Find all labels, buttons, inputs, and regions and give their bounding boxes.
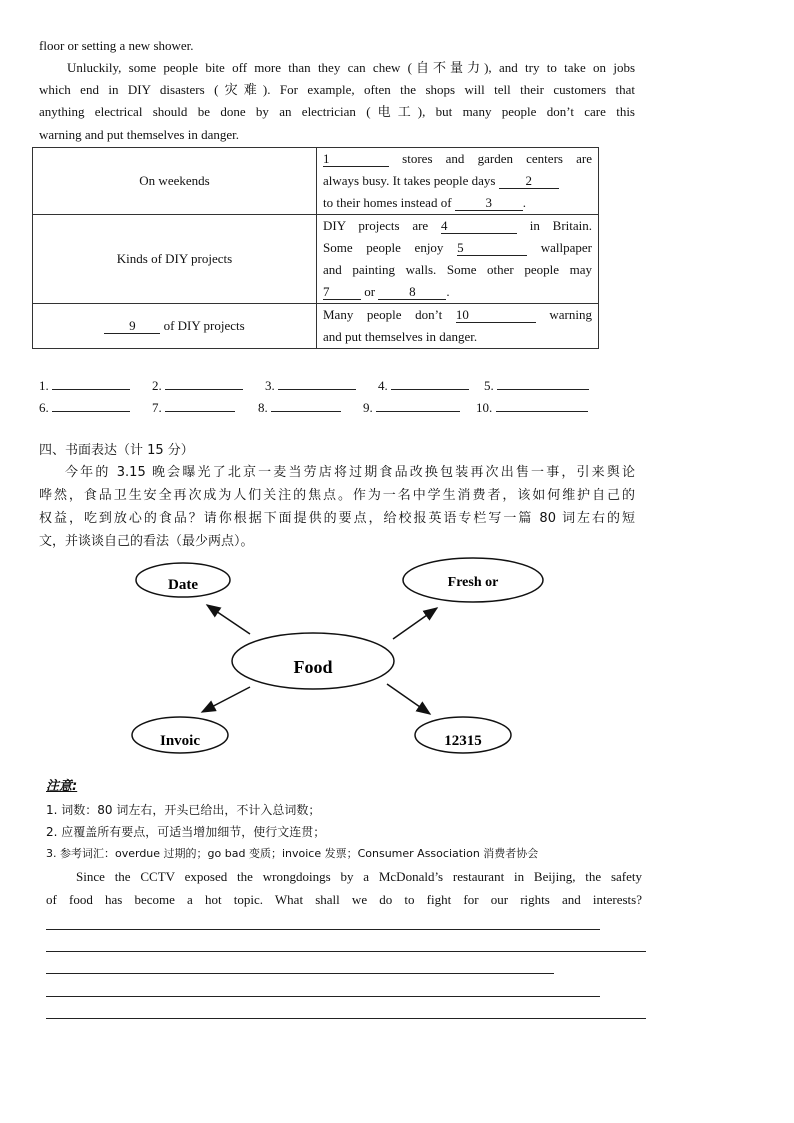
writing-line-3[interactable] bbox=[46, 973, 554, 974]
arrow-to-invoice bbox=[202, 687, 250, 712]
arrow-to-date bbox=[207, 605, 250, 634]
arrow-to-fresh bbox=[393, 608, 437, 639]
passage-line-3: anything electrical should be done by an electrician (电工), but many people don’t care this bbox=[39, 104, 635, 119]
blank-4[interactable]: 4 bbox=[441, 219, 517, 234]
section-intro-1: 今年的 3.15 晚会曝光了北京一麦当劳店将过期食品改换包装再次出售一事，引来舆论 bbox=[65, 465, 635, 480]
note-3: 3. 参考词汇：overdue 过期的；go bad 变质；invoice 发票；Consumer Association 消费者协会 bbox=[46, 847, 539, 860]
blank-3[interactable]: 3 bbox=[455, 196, 523, 211]
label-invoice: Invoic bbox=[159, 733, 201, 749]
blank-1[interactable]: 1 bbox=[323, 152, 389, 167]
writing-line-5[interactable] bbox=[46, 1018, 646, 1019]
answer-3[interactable]: 3. bbox=[265, 377, 356, 394]
passage-line-2: which end in DIY disasters (灾难). For example, often the shops will tell their customers that bbox=[39, 82, 635, 97]
answer-2[interactable]: 2. bbox=[152, 377, 243, 394]
label-12315: 12315 bbox=[444, 733, 482, 749]
blank-10[interactable]: 10 bbox=[456, 308, 536, 323]
table-cell-kinds-detail: DIY projects are 4 in Britain. Some people enjoy 5 wallpaper and painting walls. Some other people may 7 or 8 . bbox=[317, 215, 599, 304]
opening-line-1: Since the CCTV exposed the wrongdoings by a McDonald’s restaurant in Beijing, the safety bbox=[76, 869, 642, 884]
table-cell-problems: 9 of DIY projects bbox=[33, 304, 317, 349]
info-table bbox=[32, 147, 599, 349]
section-intro-2: 哗然，食品卫生安全再次成为人们关注的焦点。作为一名中学生消费者，该如何维护自己的 bbox=[39, 488, 635, 503]
answer-4[interactable]: 4. bbox=[378, 377, 469, 394]
food-mindmap bbox=[120, 555, 560, 765]
blank-2[interactable]: 2 bbox=[499, 174, 559, 189]
note-2: 2. 应覆盖所有要点，可适当增加细节，使行文连贯； bbox=[46, 825, 326, 839]
answer-7[interactable]: 7. bbox=[152, 399, 235, 416]
answer-9[interactable]: 9. bbox=[363, 399, 460, 416]
answer-5[interactable]: 5. bbox=[484, 377, 589, 394]
notes-title: 注意: bbox=[46, 779, 78, 794]
blank-8[interactable]: 8 bbox=[378, 285, 446, 300]
table-cell-problems-detail: Many people don’t 10 warning and put themselves in danger. bbox=[317, 304, 599, 349]
answer-10[interactable]: 10. bbox=[476, 399, 588, 416]
writing-line-1[interactable] bbox=[46, 929, 600, 930]
blank-9[interactable]: 9 bbox=[104, 319, 160, 334]
passage-line-0: floor or setting a new shower. bbox=[39, 38, 194, 53]
writing-line-2[interactable] bbox=[46, 951, 646, 952]
passage-line-4: warning and put themselves in danger. bbox=[39, 127, 240, 142]
table-cell-kinds: Kinds of DIY projects bbox=[33, 215, 317, 304]
blank-5[interactable]: 5 bbox=[457, 241, 527, 256]
table-row bbox=[33, 148, 599, 215]
label-food: Food bbox=[293, 657, 333, 677]
passage-line-1: Unluckily, some people bite off more than they can chew (自不量力), and try to take on jobs bbox=[67, 60, 635, 75]
table-row bbox=[33, 304, 599, 349]
table-cell-weekends-detail: 1 stores and garden centers are always busy. It takes people days 2 to their homes instead of 3 . bbox=[317, 148, 599, 215]
table-cell-weekends: On weekends bbox=[33, 148, 317, 215]
opening-line-2: of food has become a hot topic. What shall we do to fight for our rights and interests? bbox=[46, 892, 642, 907]
table-row bbox=[33, 215, 599, 304]
blank-7[interactable]: 7 bbox=[323, 285, 361, 300]
answer-1[interactable]: 1. bbox=[39, 377, 130, 394]
label-date: Date bbox=[168, 577, 198, 593]
answer-6[interactable]: 6. bbox=[39, 399, 130, 416]
note-1: 1. 词数：80 词左右，开头已给出，不计入总词数； bbox=[46, 803, 321, 817]
answer-8[interactable]: 8. bbox=[258, 399, 341, 416]
section-intro-4: 文，并谈谈自己的看法（最少两点）。 bbox=[39, 534, 254, 549]
section-heading: 四、书面表达（计 15 分） bbox=[39, 443, 194, 458]
section-intro-3: 权益，吃到放心的食品？请你根据下面提供的要点，给校报英语专栏写一篇 80 词左右的短 bbox=[39, 511, 635, 526]
label-fresh: Fresh or bbox=[447, 575, 499, 590]
arrow-to-12315 bbox=[387, 684, 430, 714]
writing-line-4[interactable] bbox=[46, 996, 600, 997]
